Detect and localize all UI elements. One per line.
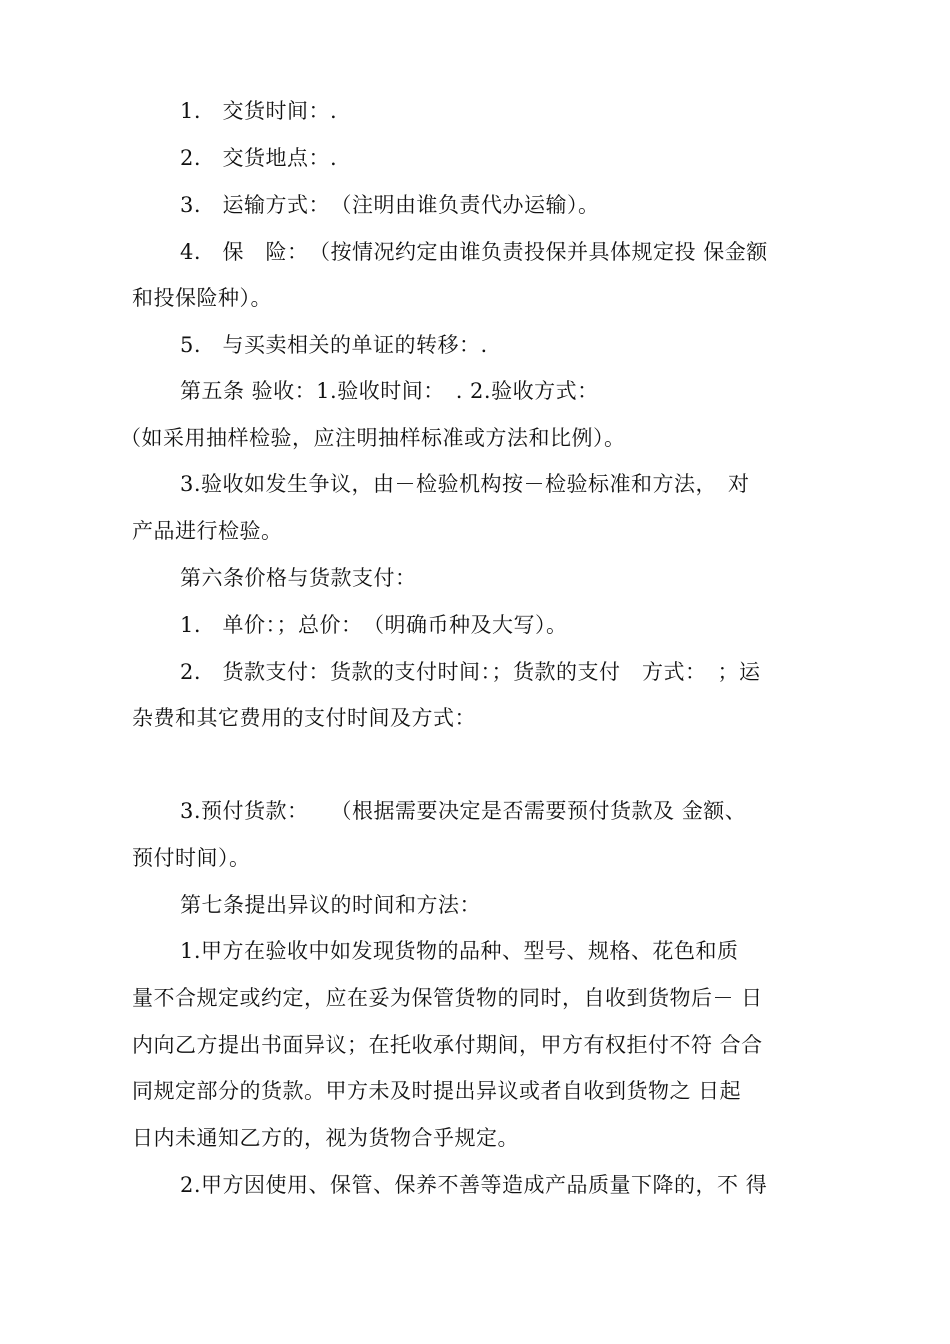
- objection-paragraph-line-2: 量不合规定或约定，应在妥为保管货物的同时，自收到货物后－ 日: [132, 986, 763, 1010]
- insurance-line: 4. 保 险： （按情况约定由谁负责投保并具体规定投 保金额: [180, 240, 768, 264]
- insurance-line-continued: 和投保险种）。: [132, 286, 272, 310]
- dispute-inspection-line-continued: 产品进行检验。: [132, 519, 283, 543]
- payment-line-continued: 杂费和其它费用的支付时间及方式：: [132, 706, 476, 730]
- transport-method-line: 3. 运输方式： （注明由谁负责代办运输）。: [180, 193, 600, 217]
- delivery-place-line: 2. 交货地点：.: [180, 146, 338, 170]
- sampling-note-line: （如采用抽样检验，应注明抽样标准或方法和比例）。: [120, 426, 626, 450]
- payment-line: 2. 货款支付：货款的支付时间：；货款的支付 方式： ；运: [180, 660, 761, 684]
- document-transfer-line: 5. 与买卖相关的单证的转移：.: [180, 333, 488, 357]
- prepayment-line-continued: 预付时间）。: [132, 846, 251, 870]
- unit-price-line: 1. 单价：；总价： （明确币种及大写）。: [180, 613, 568, 637]
- objection-paragraph-line-1: 1.甲方在验收中如发现货物的品种、型号、规格、花色和质: [180, 939, 739, 963]
- article-seven-heading: 第七条提出异议的时间和方法：: [180, 893, 481, 917]
- delivery-time-line: 1. 交货时间：.: [180, 99, 338, 123]
- objection-paragraph-line-3: 内向乙方提出书面异议；在托收承付期间，甲方有权拒付不符 合合: [132, 1033, 763, 1057]
- article-five-heading: 第五条 验收：1.验收时间： . 2.验收方式：: [180, 379, 599, 403]
- article-six-heading: 第六条价格与货款支付：: [180, 566, 417, 590]
- prepayment-line: 3.预付货款： （根据需要决定是否需要预付货款及 金额、: [180, 799, 747, 823]
- dispute-inspection-line: 3.验收如发生争议，由－检验机构按－检验标准和方法， 对: [180, 472, 750, 496]
- objection-paragraph-line-5: 日内未通知乙方的，视为货物合乎规定。: [132, 1126, 519, 1150]
- quality-decline-line: 2.甲方因使用、保管、保养不善等造成产品质量下降的，不 得: [180, 1173, 768, 1197]
- objection-paragraph-line-4: 同规定部分的货款。甲方未及时提出异议或者自收到货物之 日起: [132, 1079, 742, 1103]
